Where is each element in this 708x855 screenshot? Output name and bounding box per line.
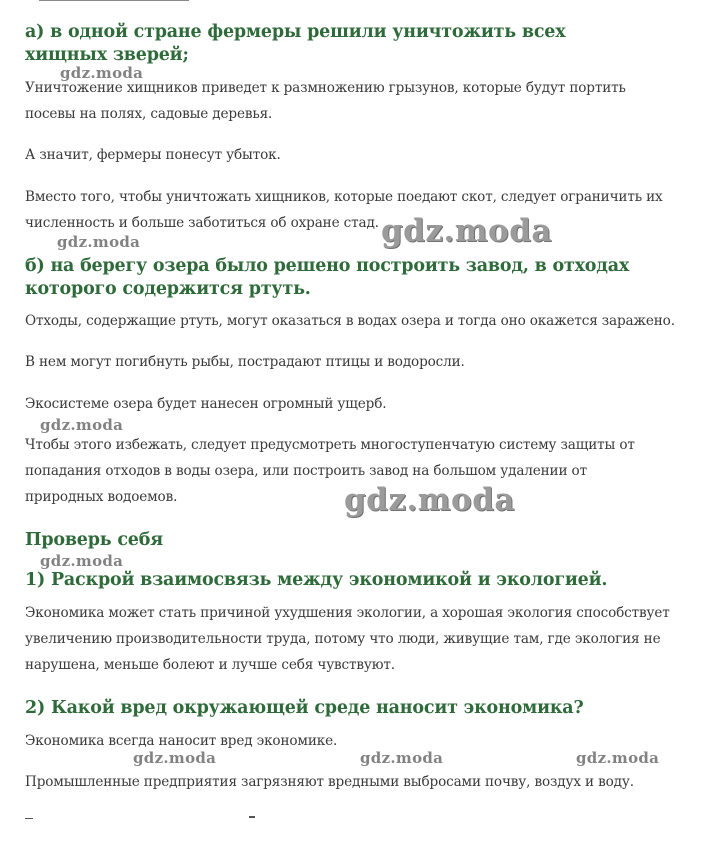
paragraph-a-3: Вместо того, чтобы уничтожать хищников, которые поедают скот, следует ограничить их численность и больше заботиться об охране стад.: [25, 189, 663, 231]
clipped-text-top: [39, 0, 189, 1]
watermark-logo: gdz.moda: [381, 213, 552, 249]
paragraph-b-1: Отходы, содержащие ртуть, могут оказаться в водах озера и тогда оно окажется заражено.: [25, 313, 675, 329]
watermark-logo: gdz.moda: [133, 749, 217, 767]
paragraph-a-2: А значит, фермеры понесут убыток.: [25, 147, 281, 163]
clipped-text-bottom: [25, 818, 33, 819]
paragraph-b-2: В нем могут погибнуть рыбы, пострадают птицы и водоросли.: [25, 354, 465, 370]
watermark-logo: gdz.moda: [57, 233, 141, 251]
heading-b: б) на берегу озера было решено построить завод, в отходах которого содержится ртуть.: [25, 256, 630, 299]
paragraph-a-1: Уничтожение хищников приведет к размножению грызунов, которые будут портить посевы на полях, садовые деревья.: [25, 80, 626, 122]
paragraph-q1-1: Экономика может стать причиной ухудшения экологии, а хорошая экология способствует увеличению производительности труда, потому что люди, живущие там, где экология не нарушена, меньше болеют и лучше себя чувствуют.: [25, 605, 670, 673]
paragraph-b-3: Экосистеме озера будет нанесен огромный ущерб.: [25, 396, 387, 412]
heading-question-2: 2) Какой вред окружающей среде наносит экономика?: [25, 698, 584, 718]
heading-a: а) в одной стране фермеры решили уничтожить всех хищных зверей;: [25, 22, 566, 65]
heading-question-1: 1) Раскрой взаимосвязь между экономикой и экологией.: [25, 570, 608, 590]
watermark-logo: gdz.moda: [40, 552, 124, 570]
paragraph-b-4: Чтобы этого избежать, следует предусмотреть многоступенчатую систему защиты от попадания отходов в воды озера, или построить завод на большом удалении от природных водоемов.: [25, 437, 635, 505]
clipped-text-bottom-2: [249, 816, 255, 818]
watermark-logo: gdz.moda: [576, 749, 660, 767]
heading-check-yourself: Проверь себя: [25, 530, 163, 550]
paragraph-q2-1: Экономика всегда наносит вред экономике.: [25, 733, 338, 749]
watermark-logo: gdz.moda: [360, 749, 444, 767]
paragraph-q2-2: Промышленные предприятия загрязняют вредными выбросами почву, воздух и воду.: [25, 774, 634, 790]
watermark-logo: gdz.moda: [344, 482, 515, 518]
watermark-logo: gdz.moda: [40, 416, 124, 434]
watermark-logo: gdz.moda: [60, 64, 144, 82]
